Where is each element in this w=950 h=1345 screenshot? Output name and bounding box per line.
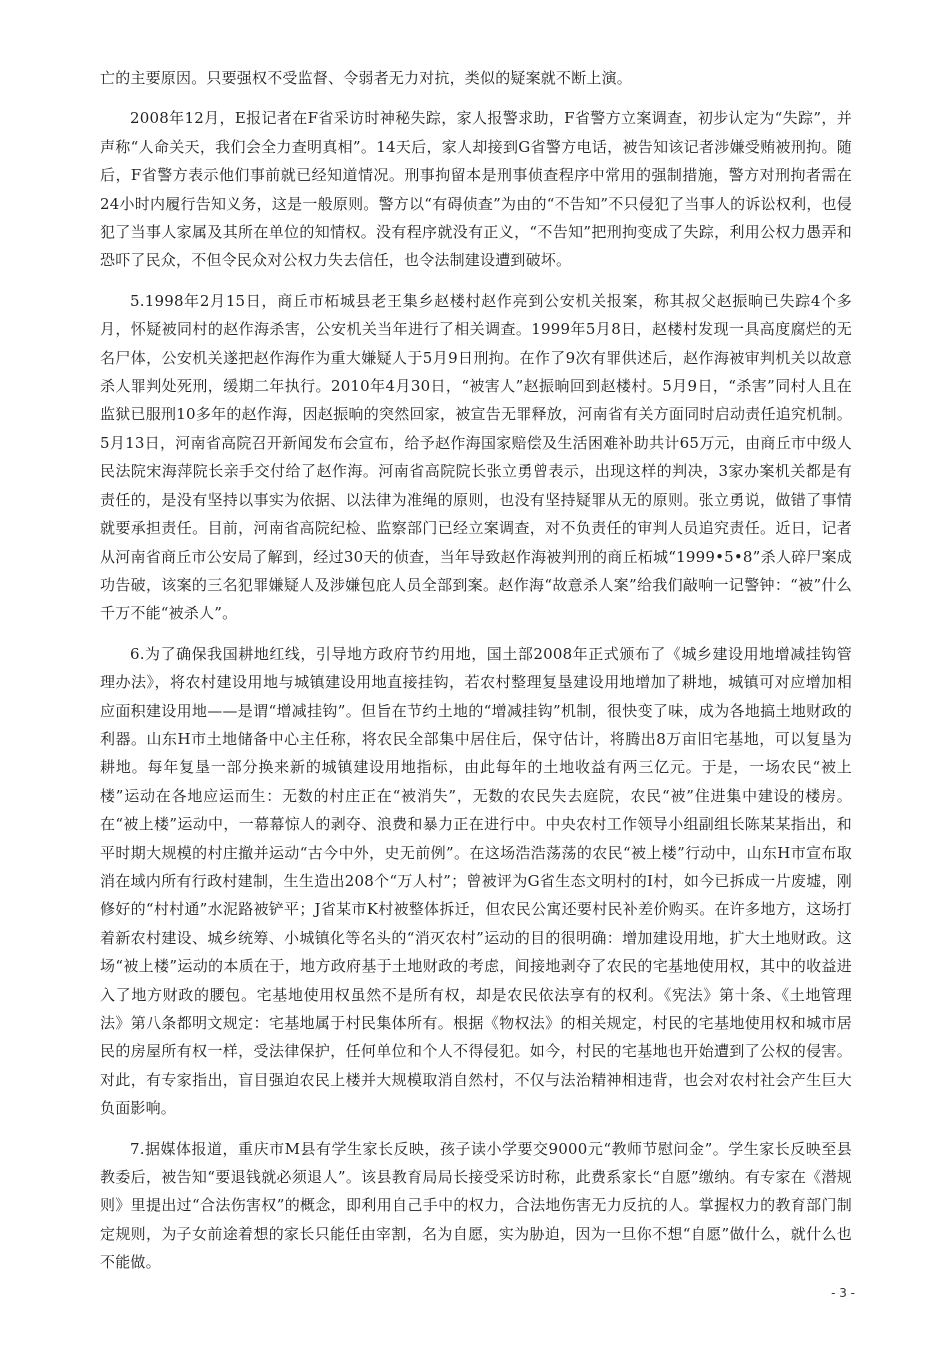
document-body bbox=[100, 64, 852, 1289]
paragraph-item-6-land-policy: 6.为了确保我国耕地红线，引导地方政府节约用地，国土部2008年正式颁布了《城乡建设用地增减挂钩管理办法》，将农村建设用地与城镇建设用地直接挂钩，若农村整理复垦建设用地增加了耕地，城镇可对应增加相应面积建设用地——是谓“增减挂钩”。但旨在节约土地的“增减挂钩”机制，很快变了味，成为各地搞土地财政的利器。山东H市土地储备中心主任称，将农民全部集中居住后，保守估计，将腾出8万亩旧宅基地，可以复垦为耕地。每年复垦一部分换来新的城镇建设用地指标，由此每年的土地收益有两三亿元。于是，一场农民“被上楼”运动在各地应运而生：无数的村庄正在“被消失”，无数的农民失去庭院，农民“被”住进集中建设的楼房。在“被上楼”运动中，一幕幕惊人的剥夺、浪费和暴力正在进行中。中央农村工作领导小组副组长陈某某指出，和平时期大规模的村庄撤并运动“古今中外，史无前例”。在这场浩浩荡荡的农民“被上楼”行动中，山东H市宣布取消在域内所有行政村建制，生生造出208个“万人村”；曾被评为G省生态文明村的I村，如今已拆成一片废墟，刚修好的“村村通”水泥路被铲平；J省某市K村被整体拆迁，但农民公寓还要村民补差价购买。在许多地方，这场打着新农村建设、城乡统筹、小城镇化等名头的“消灭农村”运动的目的很明确：增加建设用地，扩大土地财政。这场“被上楼”运动的本质在于，地方政府基于土地财政的考虑，间接地剥夺了农民的宅基地使用权，其中的收益进入了地方财政的腰包。宅基地使用权虽然不是所有权，却是农民依法享有的权利。《宪法》第十条、《土地管理法》第八条都明文规定：宅基地属于村民集体所有。根据《物权法》的相关规定，村民的宅基地使用权和城市居民的房屋所有权一样，受法律保护，任何单位和个人不得侵犯。如今，村民的宅基地也开始遭到了公权的侵害。对此，有专家指出，盲目强迫农民上楼并大规模取消自然村，不仅与法治精神相违背，也会对农村社会产生巨大负面影响。 bbox=[100, 644, 852, 1118]
paragraph-item-7-school-fee: 7.据媒体报道，重庆市M县有学生家长反映，孩子读小学要交9000元“教师节慰问金”。学生家长反映至县教委后，被告知“要退钱就必须退人”。该县教育局局长接受采访时称，此费系家长“自愿”缴纳。有专家在《潜规则》里提出过“合法伤害权”的概念，即利用自己手中的权力，合法地伤害无力反抗的人。掌握权力的教育部门制定规则，为子女前途着想的家长只能任由宰割，名为自愿，实为胁迫，因为一旦你不想“自愿”做什么，就什么也不能做。 bbox=[100, 1139, 852, 1272]
page-number: - 3 - bbox=[831, 1286, 855, 1300]
paragraph-continuation: 亡的主要原因。只要强权不受监督、令弱者无力对抗，类似的疑案就不断上演。 bbox=[100, 69, 633, 87]
paragraph-journalist-case: 2008年12月，E报记者在F省采访时神秘失踪，家人报警求助，F省警方立案调查，初步认定为“失踪”，并声称“人命关天，我们会全力查明真相”。14天后，家人却接到G省警方电话，被告知该记者涉嫌受贿被刑拘。随后，F省警方表示他们事前就已经知道情况。刑事拘留本是刑事侦查程序中常用的强制措施，警方对刑拘者需在24小时内履行告知义务，这是一般原则。警方以“有碍侦查”为由的“不告知”不只侵犯了当事人的诉讼权利，也侵犯了当事人家属及其所在单位的知情权。没有程序就没有正义，“不告知”把刑拘变成了失踪，利用公权力愚弄和恐吓了民众，不但令民众对公权力失去信任，也令法制建设遭到破坏。 bbox=[100, 109, 852, 270]
paragraph-item-5-zhao-zuohai: 5.1998年2月15日，商丘市柘城县老王集乡赵楼村赵作亮到公安机关报案，称其叔父赵振晌已失踪4个多月，怀疑被同村的赵作海杀害，公安机关当年进行了相关调查。1999年5月8日，赵楼村发现一具高度腐烂的无名尸体，公安机关遂把赵作海作为重大嫌疑人于5月9日刑拘。在作了9次有罪供述后，赵作海被审判机关以故意杀人罪判处死刑，缓期二年执行。2010年4月30日，“被害人”赵振晌回到赵楼村。5月9日，“杀害”同村人且在监狱已服刑10多年的赵作海，因赵振晌的突然回家，被宣告无罪释放，河南省有关方面同时启动责任追究机制。5月13日，河南省高院召开新闻发布会宣布，给予赵作海国家赔偿及生活困难补助共计65万元，由商丘市中级人民法院宋海萍院长亲手交付给了赵作海。河南省高院院长张立勇曾表示，出现这样的判决，3家办案机关都是有责任的，是没有坚持以事实为依据、以法律为准绳的原则，也没有坚持疑罪从无的原则。张立勇说，做错了事情就要承担责任。目前，河南省高院纪检、监察部门已经立案调查，对不负责任的审判人员追究责任。近日，记者从河南省商丘市公安局了解到，经过30天的侦查，当年导致赵作海被判刑的商丘柘城“1999•5•8”杀人碎尸案成功告破，该案的三名犯罪嫌疑人及涉嫌包庇人员全部到案。赵作海“故意杀人案”给我们敲响一记警钟：“被”什么千万不能“被杀人”。 bbox=[100, 291, 852, 623]
